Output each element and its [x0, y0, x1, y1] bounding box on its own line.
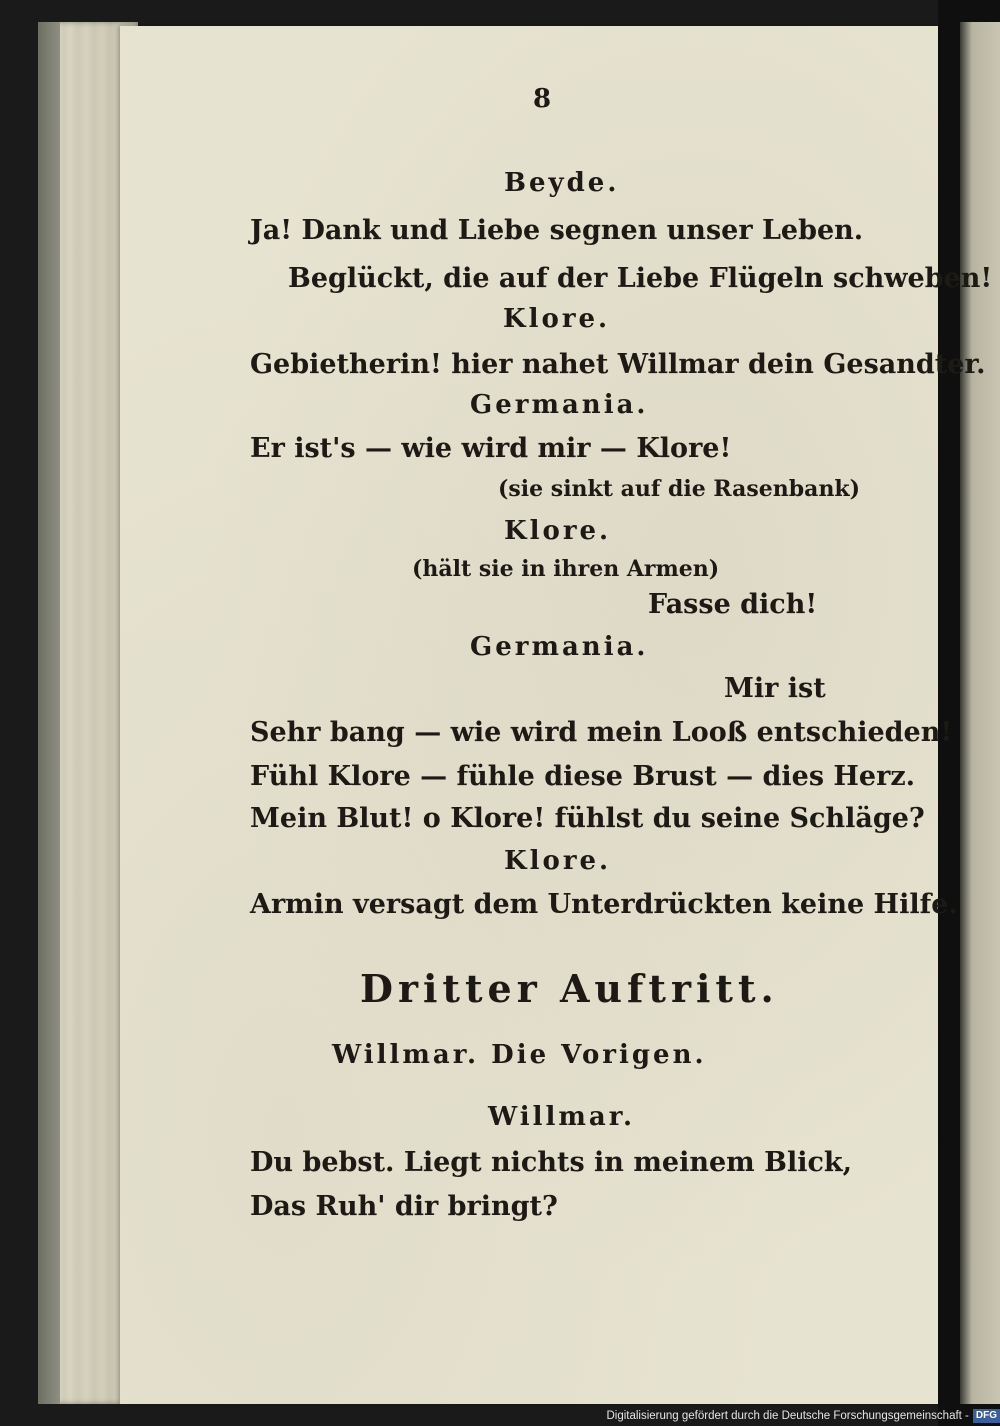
- speaker-line: Klore.: [504, 846, 612, 876]
- verse-line: Mir ist: [724, 673, 826, 704]
- verse-line: Du bebst. Liegt nichts in meinem Blick,: [250, 1147, 853, 1178]
- facing-page-edge: [960, 22, 1000, 1404]
- speaker-line: Germania.: [470, 390, 649, 420]
- book-page: [120, 26, 993, 1404]
- verse-line: Fühl Klore — fühle diese Brust — dies Herz.: [250, 761, 916, 792]
- verse-line: Mein Blut! o Klore! fühlst du seine Schläge?: [250, 803, 925, 834]
- verse-line: Er ist's — wie wird mir — Klore!: [250, 433, 732, 464]
- credit-text: Digitalisierung gefördert durch die Deutsche Forschungsgemeinschaft -: [606, 1410, 969, 1422]
- digitization-credit: [600, 1406, 1000, 1426]
- stage-direction: (hält sie in ihren Armen): [412, 556, 720, 582]
- book-cover-edge: [38, 22, 60, 1404]
- verse-line: Armin versagt dem Unterdrückten keine Hilfe.: [250, 889, 958, 920]
- speaker-line: Willmar.: [488, 1102, 636, 1132]
- speaker-line: Klore.: [503, 304, 611, 334]
- cast-line: Willmar. Die Vorigen.: [332, 1040, 707, 1070]
- verse-line: Beglückt, die auf der Liebe Flügeln schweben!: [288, 263, 993, 294]
- verse-line: Gebietherin! hier nahet Willmar dein Gesandter.: [250, 349, 986, 380]
- verse-line: Fasse dich!: [648, 589, 818, 620]
- page-text: [120, 26, 993, 1404]
- verse-line: Sehr bang — wie wird mein Looß entschieden!: [250, 717, 953, 748]
- verse-line: Ja! Dank und Liebe segnen unser Leben.: [250, 215, 864, 246]
- speaker-line: Beyde.: [504, 168, 620, 198]
- page-number: 8: [533, 84, 552, 114]
- verse-line: Das Ruh' dir bringt?: [250, 1191, 558, 1222]
- dfg-logo: DFG: [973, 1409, 1000, 1423]
- speaker-line: Klore.: [504, 516, 612, 546]
- speaker-line: Germania.: [470, 632, 649, 662]
- stage-direction: (sie sinkt auf die Rasenbank): [498, 476, 861, 502]
- scene-heading: Dritter Auftritt.: [360, 966, 779, 1011]
